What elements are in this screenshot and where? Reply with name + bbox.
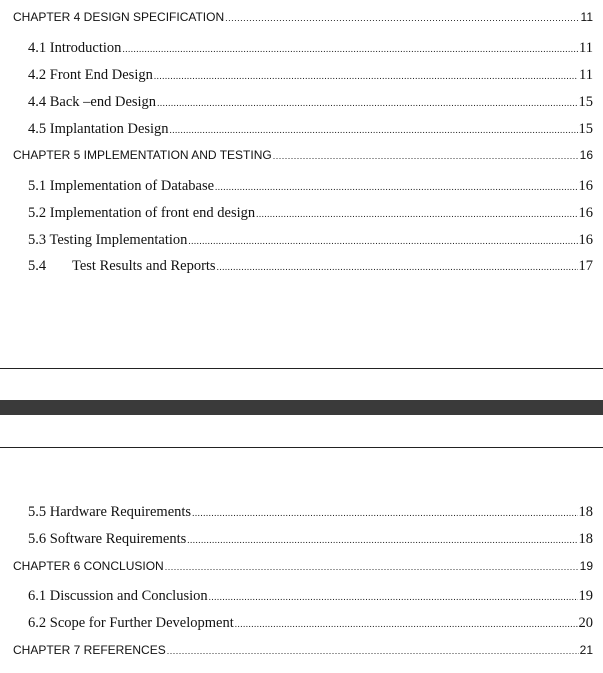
toc-entry-title: 5.6 Software Requirements: [28, 531, 187, 547]
toc-entry-4-1[interactable]: [28, 40, 593, 57]
toc-page-number: 19: [578, 588, 593, 604]
toc-leader-dots: [256, 209, 577, 219]
toc-entry-5-1[interactable]: [28, 178, 593, 195]
toc-leader-dots: [188, 236, 577, 246]
toc-page-bottom: [0, 448, 603, 673]
toc-entry-title: 4.1 Introduction: [28, 40, 122, 56]
toc-entry-4-5[interactable]: [28, 121, 593, 138]
toc-entry-title: 4.5 Implantation Design: [28, 121, 169, 137]
toc-leader-dots: [154, 71, 578, 81]
toc-entry-title: 5.1 Implementation of Database: [28, 178, 215, 194]
toc-page-number: 16: [578, 205, 593, 221]
toc-leader-dots: [235, 619, 578, 629]
toc-page-number: 19: [579, 559, 593, 573]
toc-page-number: 18: [578, 504, 593, 520]
toc-leader-dots: [122, 44, 578, 54]
toc-entry-title: CHAPTER 7 REFERENCES: [13, 643, 166, 657]
toc-leader-dots: [217, 262, 578, 272]
toc-entry-chapter-4[interactable]: [13, 10, 593, 24]
toc-leader-dots: [157, 98, 577, 108]
toc-page-number: 20: [578, 615, 593, 631]
toc-entry-title: 5.5 Hardware Requirements: [28, 504, 192, 520]
toc-entry-4-2[interactable]: [28, 67, 593, 84]
toc-entry-title: CHAPTER 4 DESIGN SPECIFICATION: [13, 10, 225, 24]
toc-page-number: 15: [578, 94, 593, 110]
toc-leader-dots: [273, 151, 579, 161]
toc-entry-chapter-7[interactable]: [13, 643, 593, 657]
page-bottom-edge: [0, 368, 603, 369]
toc-entry-title: 5.2 Implementation of front end design: [28, 205, 256, 221]
toc-page-number: 21: [579, 643, 593, 657]
toc-entry-title: 5.3 Testing Implementation: [28, 232, 188, 248]
toc-entry-5-6[interactable]: [28, 531, 593, 548]
toc-entry-text: Test Results and Reports: [72, 258, 216, 274]
toc-entry-4-4[interactable]: [28, 94, 593, 111]
toc-entry-6-1[interactable]: [28, 588, 593, 605]
toc-entry-title: 4.2 Front End Design: [28, 67, 153, 83]
toc-leader-dots: [209, 592, 578, 602]
toc-entry-5-3[interactable]: [28, 232, 593, 249]
toc-page-number: 16: [578, 232, 593, 248]
toc-leader-dots: [215, 182, 577, 192]
toc-entry-title: 6.1 Discussion and Conclusion: [28, 588, 208, 604]
toc-leader-dots: [192, 508, 577, 518]
cropped-previous-line: [40, 0, 230, 2]
toc-page-number: 16: [578, 178, 593, 194]
toc-entry-title: [28, 258, 216, 275]
toc-page-number: 11: [579, 67, 593, 83]
toc-entry-5-2[interactable]: [28, 205, 593, 222]
toc-page-number: 11: [580, 10, 593, 24]
toc-page-number: 16: [579, 148, 593, 162]
toc-leader-dots: [167, 646, 579, 656]
toc-leader-dots: [225, 13, 579, 23]
toc-entry-title: CHAPTER 6 CONCLUSION: [13, 559, 164, 573]
toc-entry-5-4[interactable]: [28, 258, 593, 275]
toc-entry-number: 5.4: [28, 258, 47, 274]
toc-page-number: 18: [578, 531, 593, 547]
toc-page-number: 17: [578, 258, 593, 274]
toc-leader-dots: [170, 125, 578, 135]
page-separator-bar: [0, 400, 603, 415]
toc-leader-dots: [165, 562, 579, 572]
toc-entry-title: 4.4 Back –end Design: [28, 94, 157, 110]
toc-entry-title: CHAPTER 5 IMPLEMENTATION AND TESTING: [13, 148, 272, 162]
toc-entry-6-2[interactable]: [28, 615, 593, 632]
toc-entry-chapter-6[interactable]: [13, 559, 593, 573]
toc-leader-dots: [187, 535, 577, 545]
toc-entry-title: 6.2 Scope for Further Development: [28, 615, 234, 631]
toc-page-number: 11: [579, 40, 593, 56]
toc-entry-chapter-5[interactable]: [13, 148, 593, 162]
toc-entry-5-5[interactable]: [28, 504, 593, 521]
toc-page-number: 15: [578, 121, 593, 137]
